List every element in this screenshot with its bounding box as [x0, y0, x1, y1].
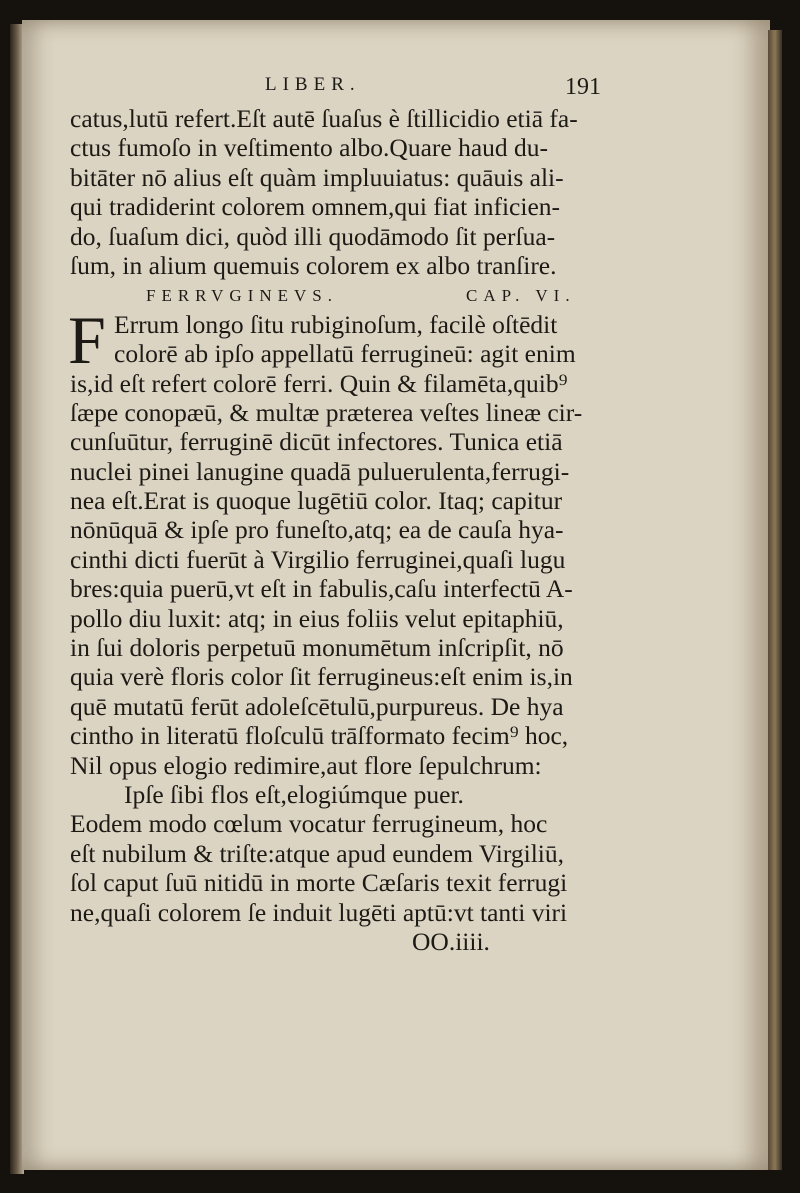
- chapter-heading: [70, 280, 622, 309]
- page-text: [62, 70, 622, 956]
- text-line: cintho in literatū floſculū trāſformato fecim⁹ hoc,: [70, 721, 569, 751]
- text-line: ne,quaſi colorem ſe induit lugēti aptū:vt tanti viri: [70, 897, 568, 927]
- running-head-title: LIBER.: [265, 74, 361, 95]
- text-line: Errum longo ſitu rubiginoſum, facilè oſtēdit: [114, 309, 558, 339]
- text-line: Eodem modo cœlum vocatur ferrugineum, hoc: [70, 809, 548, 839]
- chapter-body: [62, 301, 622, 780]
- text-line: quia verè floris color ſit ferrugineus:eſt enim is,in: [70, 662, 573, 692]
- text-line: Nil opus elogio redimire,aut flore ſepulchrum:: [70, 750, 542, 780]
- running-head: [70, 70, 622, 104]
- text-line: cinthi dicti fuerūt à Virgilio ferruginei,quaſi lugu: [70, 544, 566, 574]
- text-line: nea eſt.Erat is quoque lugētiū color. Itaq; capitur: [70, 486, 563, 516]
- text-line: pollo diu luxit: atq; in eius foliis velut epitaphiū,: [70, 603, 564, 633]
- text-line: do, ſuaſum dici, quòd illi quodāmodo ſit perſua-: [70, 221, 556, 251]
- text-line: quē mutatū ferūt adoleſcētulū,purpureus. De hya: [70, 691, 564, 721]
- text-line: qui tradiderint colorem omnem,qui fiat inficien-: [70, 192, 561, 222]
- text-line: ſol caput ſuū nitidū in morte Cæſaris texit ferrugi: [70, 868, 568, 898]
- verse-line: Ipſe ſibi flos eſt,elogiúmque puer.: [124, 779, 464, 809]
- text-line: cunſuūtur, ferruginē dicūt infectores. Tunica etiā: [70, 427, 563, 457]
- text-line: bitāter nō alius eſt quàm impluuiatus: quāuis ali-: [70, 162, 564, 192]
- text-line: eſt nubilum & triſte:atque apud eundem Virgiliū,: [70, 838, 564, 868]
- chapter-number: CAP. VI.: [466, 286, 576, 306]
- chapter-title: FERRVGINEVS.: [146, 286, 339, 306]
- text-line: in ſui doloris perpetuū monumētum inſcripſit, nō: [70, 633, 564, 663]
- text-line: ctus fumoſo in veſtimento albo.Quare haud du-: [70, 133, 549, 163]
- text-line: bres:quia puerū,vt eſt in fabulis,caſu interfectū A-: [70, 574, 573, 604]
- text-line: nōnūquā & ipſe pro funeſto,atq; ea de cauſa hya-: [70, 515, 564, 545]
- text-line: ſæpe conopæū, & multæ præterea veſtes lineæ cir-: [70, 397, 583, 427]
- signature-mark: OO.iiii.: [412, 926, 490, 956]
- text-line: nuclei pinei lanugine quadā puluerulenta,ferrugi-: [70, 456, 570, 486]
- text-line: colorē ab ipſo appellatū ferrugineū: agit enim: [114, 339, 576, 369]
- page-number: 191: [565, 74, 601, 100]
- text-line: ſum, in alium quemuis colorem ex albo tranſire.: [70, 250, 557, 280]
- text-line: is,id eſt refert colorē ferri. Quin & filamēta,quib⁹: [70, 368, 568, 398]
- page-fore-edge: [768, 30, 782, 1170]
- drop-cap: F: [68, 301, 106, 378]
- text-line: catus,lutū refert.Eſt autē ſuaſus è ſtillicidio etiā fa-: [70, 104, 578, 133]
